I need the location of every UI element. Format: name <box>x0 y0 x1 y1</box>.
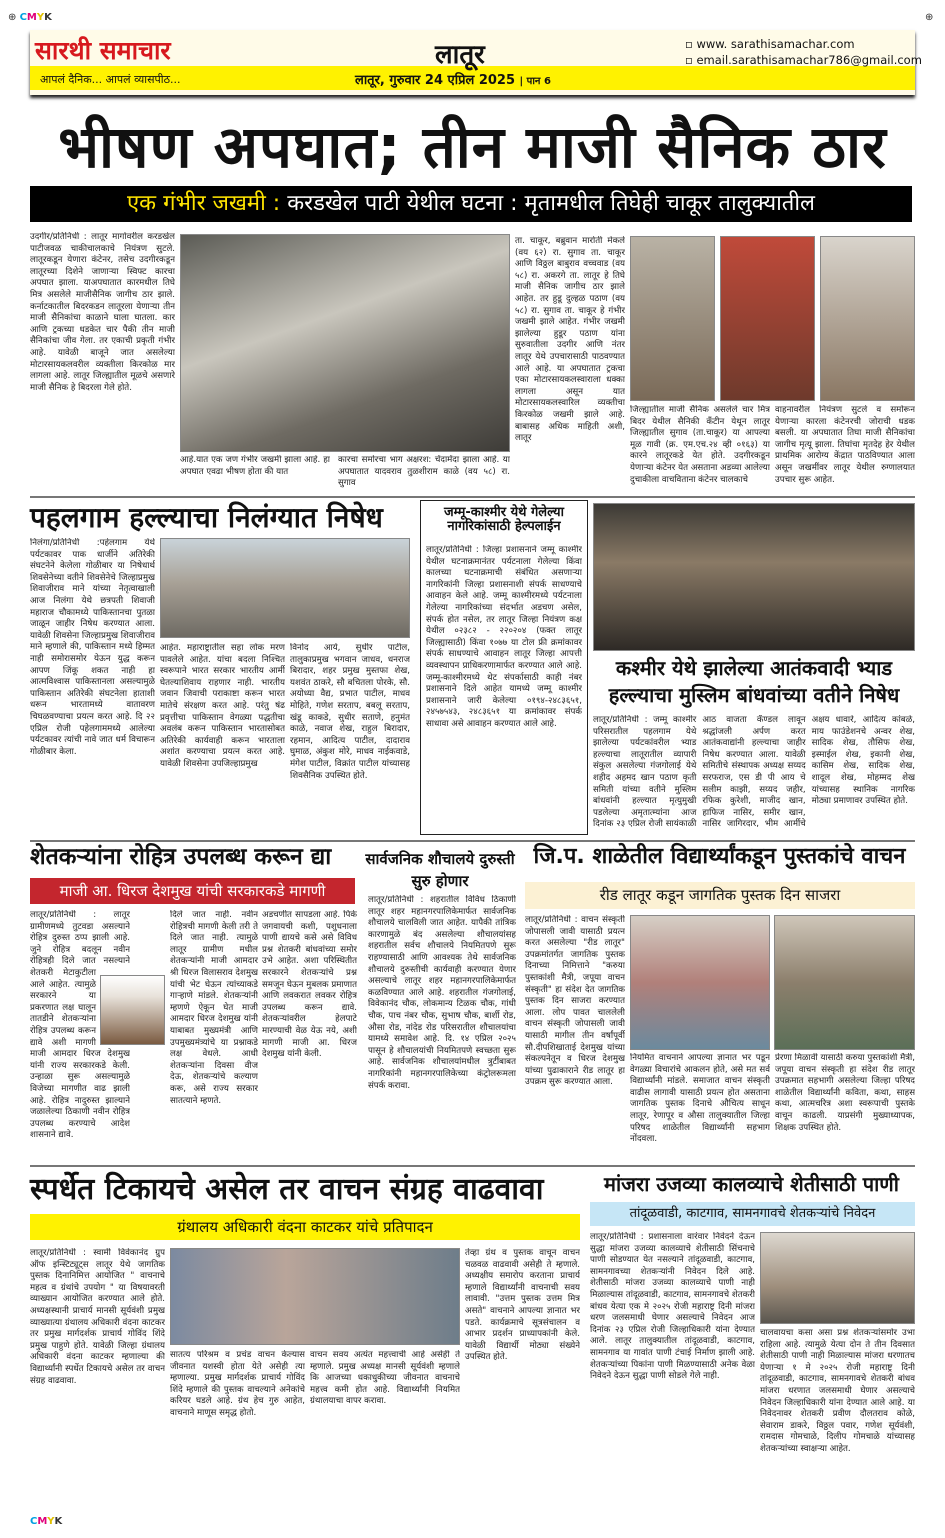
farmers-memorandum-photo <box>760 1232 915 1324</box>
farmers-body-col2: दिले जात नाही. नवीन रोहित्रची मागणी केली तरी ते दिले जात नाही. त्यामुळे लातूर ग्रामीण मधील शेतकऱ्यांनी माजी आमदार श्री धिरज विलासराव देशमुख यांची भेट घेऊन त्यांच्याकडे गाऱ्हाणे मांडले. शेतकऱ्यांनी म्हणणे ऐकून घेत माजी आमदार धिरज देशमुख यांनी याबाबत मुख्यमंत्री आणि उपमुख्यमंत्र्यांचे या प्रश्नाकडे लक्ष वेधले. आधी शेतकऱ्यांना दिवसा वीज देऊ, शेतकऱ्यांचे कल्याण करू, असे राज्य सरकार सातत्याने म्हणते. <box>170 910 258 1106</box>
lead-body-col6: वाहनावरील नियंत्रण सुटले व समोरून येणाऱ्या कारला कंटेनरची जोराची धडक बसली. या अपघातात तिघा माजी सैनिकांचा जागीच मृत्यू झाला. तिघांचा मृतदेह हेर येथील प्राथमिक आरोग्य केंद्रात पाठविण्यात आला असून जखमींवर लातूर येथील रुग्णालयात उपचार सुरू आहेत. <box>775 405 915 485</box>
victim-portrait-1 <box>630 236 715 401</box>
farmers-body-col1: लातूर/प्रतिनिधी : लातूर ग्रामीणमध्ये तुटवडा असल्याने रोहित्र दुरुस्त ठप्प झाली आहे. जुने रोहित्र बदलून नवीन रोहित्रही दिले जात नसल्याने शेतकरी मेटाकुटीला आले आहेत. त्यामुळे सरकारने या प्रकरणात लक्ष घालून तातडीने शेतकऱ्यांना रोहित्र उपलब्ध करून द्यावे अशी मागणी माजी आमदार धिरज देशमुख यांनी राज्य सरकारकडे केली. उन्हाळा सुरू असल्यामुळे विजेच्या मागणीत वाढ झाली आहे. रोहित्र नादुरुस्त झाल्याने जळालेल्या ठिकाणी नवीन रोहित्र उपलब्ध करण्याचे आदेश शासनाने द्यावे. <box>30 910 130 1141</box>
students-photo-2 <box>774 915 915 1050</box>
dateline: लातूर, गुरुवार 24 एप्रिल 2025 | पान 6 <box>355 73 551 88</box>
lead-caption: आहे.यात एक जण गंभीर जखमी झाला आहे. हा अपघात एवढा भीषण होता की यात <box>180 455 330 477</box>
manjara-body-col1: लातूर/प्रतिनिधी : प्रशासनाला वारंवार निवेदने देऊन सुद्धा मांजरा उजव्या कालव्याचे शेतीसाठी सिंचनाचे पाणी सोडण्यात येत नसल्याने तांदूळवाडी, काटगाव, सामनगावच्या शेतकऱ्यांनी निवेदन दिले आहे. शेतीसाठी मांजरा उजव्या कालव्याचे पाणी नाही मिळाल्यास तांदूळवाडी, काटगाव, सामनगावचे शेतकरी बांधव येत्या एक मे २०२५ रोजी महाराष्ट्र दिनी मांजरा धरण जलसमाधी घेणार असल्याचे निवेदन आज दिनांक २३ एप्रिल रोजी जिल्हाधिकारी यांना देण्यात आले. लातूर तालुक्यातील तांदूळवाडी, काटगाव, सामनगाव या गावांत पाणी टंचाई निर्माण झाली आहे. शेतकऱ्यांच्या पिकांना पाणी मिळण्यासाठी अनेक वेळा निवेदने देऊन सुद्धा पाणी सोडले गेले नाही. <box>590 1232 755 1382</box>
victim-portrait-3 <box>820 236 915 401</box>
cmyk-registration-mark: ⊕ CMYK <box>8 12 52 23</box>
school-body-col2: नियमित वाचनाने आपल्या ज्ञानात भर पडून वेगळ्या विचारांचे आकलन होते, असे मत सर्व विद्यार्थ्यांनी मांडले. समाजात वाचन संस्कृती वाढीस लागावी यासाठी प्रयत्न होत असताना जागतिक पुस्तक दिनाचे औचित्य साधून लातूर, रेणापूर व औसा तालुक्यातील जिल्हा परिषद शाळेतील विद्यार्थ्यांनी सहभाग नोंदवला. <box>630 1053 770 1145</box>
school-body-col3: प्रेरणा मिळावी यासाठी करुया पुस्तकांशी मैत्री, जपूया वाचन संस्कृती हा संदेश रीड लातूर उपक्रमात सहभागी असलेल्या जिल्हा परिषद शाळेतील विद्यार्थ्यांनी कविता, कथा, साहस कथा, आत्मचरित्र अशा स्वरूपाची पुस्तके वाचून काढली. याप्रसंगी मुख्याध्यापक, शिक्षक उपस्थित होते. <box>775 1053 915 1133</box>
reading-body-col1: लातूर/प्रतिनिधी : स्वामी विवेकानंद ग्रुप ऑफ इन्स्टिट्यूट्स लातूर येथे जागतिक पुस्तक दिनानिमित्त आयोजित " वाचनाचे महत्व व ग्रंथांचे उपयोग " या विषयावरती व्याख्यान आयोजित करण्यात आले होते. अध्यक्षस्थानी प्राचार्य मानसी सूर्यवंशी प्रमुख व्याख्यात्या ग्रंथालय अधिकारी वंदना काटकर तर प्रमुख मार्गदर्शक प्राचार्य गोविंद शिंदे प्रमुख पाहुणे होते. यावेळी जिल्हा ग्रंथालय अधिकारी वंदना काटकर म्हणाल्या की विद्यार्थ्यांनी स्पर्धेत टिकायचे असेल तर वाचन संग्रह वाढवावा. <box>30 1248 165 1386</box>
farmers-body-col3: अडचणीत सापडला आहे. पिके जगवायची कशी, पशुधनाला पाणी द्यायचे कसे असे विविध प्रश्न शेतकरी बांधवांच्या समोर उभे आहेत. अशा परिस्थितीत सरकारने शेतकऱ्यांचे प्रश्न समजून घेऊन मुबलक प्रमाणात आणि लवकरात लवकर रोहित्र उपलब्ध करून द्यावे. शेतकऱ्यांवरील हेलपाटे मारण्याची वेळ येऊ नये, अशी मागणी माजी आ. धिरज देशमुख यांनी केली. <box>262 910 357 1060</box>
contact-info <box>685 36 922 68</box>
manjara-subheadline: तांदूळवाडी, काटगाव, सामनगावचे शेतकऱ्यांचे निवेदन <box>590 1202 915 1226</box>
kashmir-headline: कश्मीर येथे झालेल्या आतंकवादी भ्याड हल्ल्याचा मुस्लिम बांधवांच्या वतीने निषेध <box>608 656 900 707</box>
helpline-headline: जम्मू-काश्मीर येथे गेलेल्या नागरिकांसाठी हेल्पलाईन <box>444 505 564 535</box>
bullet-icon: ▫ <box>685 37 697 51</box>
pahalgam-body-col1: निलंगा/प्रतिनिधी :पहेलगाम येथे पर्यटकावर पाक धार्जीने अतिरेकी संघटनेने केलेला गोळीबार या निषेधार्थ शिवसेनेच्या वतीने शिवसेनेचे जिल्हाप्रमुख शिवाजीराव माने यांच्या नेतृत्वाखाली आज निलंगा येथे छत्रपती शिवाजी महाराज चौकामध्ये पाकिस्तानचा पुतळा जाळून जाहीर निषेध करण्यात आला. यावेळी शिवसेना जिल्हाप्रमुख शिवाजीराव माने म्हणाले की, पाकिस्तान मध्ये हिम्मत नाही समोरासमोर येऊन युद्ध करून आपण जिंकू शकत नाही हा आत्मविश्वास पाकिस्तानला असल्यामुळे पाकिस्तान अतिरेकी संघटनेला हाताशी धरून भारतामध्ये वातावरण चिघळवण्याचा प्रयत्न करत आहे. दि २२ एप्रिल रोजी पहेलगाममध्ये आलेल्या पर्यटकावर त्यांची नावे जात धर्म विचारून गोळीबार केला. <box>30 538 155 757</box>
email-link[interactable]: email.sarathisamachar786@gmail.com <box>696 53 922 67</box>
manjara-body-col2: चालवायचा कसा असा प्रश्न शेतकऱ्यांसमोर उभा राहिला आहे. त्यामुळे येत्या दोन ते तीन दिवसात शेतीसाठी पाणी नाही मिळाल्यास मांजरा धरणातच येणाऱ्या १ मे २०२५ रोजी महाराष्ट्र दिनी तांदूळवाडी, काटगाव, सामनगावचे शेतकरी बांधव मांजरा धरणात जलसमाधी घेणार असल्याचे निवेदन जिल्हाधिकारी यांना देण्यात आले आहे. या निवेदनावर शेतकरी प्रवीण दौलतराव कोळे, सेवाराम डाकरे, विठ्ठल पवार, गणेश सूर्यवंशी, रामदास गोमचाळे, दिलीप गोमचाळे यांच्यासह शेतकऱ्यांच्या स्वाक्षऱ्या आहेत. <box>760 1328 915 1454</box>
school-headline: जि.प. शाळेतील विद्यार्थ्यांकडून पुस्तकांचे वाचन <box>533 844 906 869</box>
edition-city: लातूर <box>435 40 485 70</box>
school-body-col1: लातूर/प्रतिनिधी : वाचन संस्कृती जोपासली जावी यासाठी प्रयत्न करत असलेल्या "रीड लातूर" उपक्रमांतर्गत जागतिक पुस्तक दिनाच्या निमित्ताने "करुया पुस्तकांशी मैत्री, जपूया वाचन संस्कृती" हा संदेश देत जागतिक पुस्तक दिन साजरा करण्यात आला. लोप पावत चाललेली वाचन संस्कृती जोपासली जावी यासाठी मागील तीन वर्षांपूर्वी सौ.दीपशिखाताई देशमुख यांच्या संकल्पनेतून व धिरज देशमुख यांच्या पुढाकाराने रीड लातूर हा उपक्रम सुरू करण्यात आला. <box>525 915 625 1088</box>
manjara-headline: मांजरा उजव्या कालव्याचे शेतीसाठी पाणी <box>604 1172 899 1196</box>
bullet-icon: ▫ <box>685 53 697 67</box>
section-divider <box>30 1165 915 1167</box>
section-divider <box>30 840 915 842</box>
lead-subheadline: एक गंभीर जखमी : करडखेल पाटी येथील घटना : मृतामधील तिघेही चाकूर तालुक्यातील <box>30 186 912 222</box>
toilets-headline: सार्वजनिक शौचालये दुरुस्ती सुरु होणार <box>365 850 515 890</box>
reading-body-col4: तेव्हा ग्रंथ व पुस्तक वाचून वाचन चळवळ वाढवावी असेही ते म्हणाले. अध्यक्षीय समारोप करताना प्राचार्य म्हणाले विद्यार्थ्यांनी वाचनाची सवय लावावी. "उत्तम पुस्तक उत्तम मित्र असते" वाचनाने आपल्या ज्ञानात भर पडते. कार्यक्रमाचे सूत्रसंचालन व आभार प्रदर्शन प्राध्यापकांनी केले. यावेळी विद्यार्थी मोठ्या संख्येने उपस्थित होते. <box>465 1248 580 1363</box>
accident-car-photo <box>180 234 510 452</box>
lead-body-col4: ता. चाकूर, बब्रुवान मारोती मेकले (वय ६२) रा. सुगाव ता. चाकूर आणि विठ्ठल बाबुराव वच्चवाड (वय ५८) रा. अकरगे ता. लातूर हे तिघे माजी सैनिक जागीच ठार झाले आहेत. तर हुडू दुल्हळ पठाण (वय ५८) रा. सुगाव ता. चाकूर हे गंभीर जखमी झाले आहेत. गंभीर जखमी झालेल्या हुडूर पठाण यांना सुरुवातीला उदगीर आणि नंतर लातूर येथे उपचारासाठी पाठवण्यात आले आहे. या अपघातात ट्रकचा एका मोटारसायकलस्वाराला धक्का लागला असून यात मोटारसायकलस्वारिल व्यक्तीचा किरकोळ जखमी झाले आहे. बाबासह अधिक माहिती अशी, लातूर <box>515 236 625 444</box>
reading-headline: स्पर्धेत टिकायचे असेल तर वाचन संग्रह वाढवावा <box>30 1172 544 1207</box>
tagline: आपलं दैनिक... आपलं व्यासपीठ... <box>40 73 181 86</box>
lead-body-col5: जिल्ह्यातील माजी सैनिक असलेले चार मित्र बिदर येथील सैनिकी कँटीन येथून लातूर जिल्ह्यातील सुगाव (ता.चाकूर) या आपल्या मूळ गावी (क्र. एम.एच.२४ व्ही ०१६३) या कारने लातूरकडे येत होते. उदगीरकडून येणाऱ्या कंटेनर येत असताना अडव्या आलेल्या दुचाकीला वाचविताना कंटेनर चालकाचे <box>630 405 770 485</box>
newspaper-logo: सारथी समाचार <box>35 36 171 65</box>
farmers-headline: शेतकऱ्यांना रोहित्र उपलब्ध करून द्या <box>30 844 332 870</box>
candle-vigil-photo <box>593 503 915 651</box>
students-photo-1 <box>630 915 770 1050</box>
toilets-body: लातूर/प्रतिनिधी : शहरातील विविध ठिकाणी लातूर शहर महानगरपालिकेमार्फत सार्वजनिक शौचालये चालविली जात आहेत. यापैकी तांत्रिक कारणामुळे बंद असलेल्या शौचालयांसह शहरातील सर्वच शौचालये नियमितपणे सुरू राहण्यासाठी आणि आवश्यक तेथे सार्वजनिक शौचालये दुरुस्तीची कार्यवाही करण्यात येणार असल्याचे लातूर शहर महानगरपालिकेमार्फत कळविण्यात आले आहे. शहरातील गंजगोलाई, विवेकानंद चौक, लोकमान्य टिळक चौक, गांधी चौक, पाच नंबर चौक, सुभाष चौक, बार्शी रोड, औसा रोड, नांदेड रोड परिसरातील शौचालयांचा यामध्ये समावेश आहे. दि. १४ एप्रिल २०२५ पासून हे शौचालयांची नियमितपणे स्वच्छता सुरू आहे. सार्वजनिक शौचालयांमधील त्रुटींबाबत नागरिकांनी महानगरपालिकेच्या कंट्रोलरूमला संपर्क करावा. <box>368 895 516 1091</box>
pahalgam-body-col3: विनोद आर्य, सुधीर पाटील, तालुकाप्रमुख भगवान जाधव, धनराज बिरादार, शहर प्रमुख मुस्तफा शेख, यशवंत ठाकरे, सौ बचितला पोरके, सौ. अयोध्या वैद्य, प्रभात पाटील, माधव मोहिते, गणेश सरताप, बबलू सरताप, खंडू काकडे, सुधीर सताणे, हनुमंत काळे, नवाज शेख, राहुल बिरादार, रहमान, आदित्य पाटील, दादाराव घुमाळ, अंकुश मोरे, माधव नाईकवाडे, मंगेश पाटील, विक्रांत पाटील यांच्यासह शिवसैनिक उपस्थित होते. <box>290 643 410 781</box>
protest-photo <box>160 538 410 638</box>
farmers-subheadline: माजी आ. धिरज देशमुख यांची सरकारकडे मागणी <box>30 878 355 904</box>
website-link[interactable]: www. sarathisamachar.com <box>696 37 855 51</box>
reading-body-col3: वाचन सवय अत्यंत महत्त्वाची आहे असेही ते म्हणाले. प्रमुख अध्यक्ष मानसी सूर्यवंशी म्हणाले कि आजच्या धकाधुकीच्या जीवनात वाचनाचे महत्त्व कमी होत आहे. विद्यार्थ्यांनी नियमित ग्रंथालयाचा वापर करावा. <box>310 1350 460 1407</box>
lecture-event-photo <box>170 1248 460 1345</box>
kashmir-body: लातूर/प्रतिनिधी : जम्मू काश्मीर परिसरातील पहलगाम येथे झालेल्या पर्यटकांवरील भ्याड हल्ल्याचा लातूरातील व्यापारी संकुल असलेल्या गंजगोलाई येथे शहीद अहमद खान पठाण कृती समिती यांच्या वतीने मुस्लिम बांधवांनी हल्ल्यात मृत्युमुखी पडलेल्या अमृतात्म्यांना आज दिनांक २३ एप्रिल रोजी सायंकाळी आठ वाजता कँण्डल लावून श्रद्धांजली अर्पण करत आतंकवाद्यांनी हल्ल्याचा जाहीर निषेध करण्यात आला. यावेळी समितीचे संस्थापक अध्यक्ष सय्यद सरफराज, एस डी पी आय चे सलीम काझी, सय्यद जहीर, रफिक कुरेशी, माजीद खान, हाफिज नासिर, समीर खान, नासिर जागिरदार, भीम आर्मीचे अक्षय धावारे, आदित्य कांबळे, माय फाउंडेशनचे अन्वर शेख, सादिक शेख, तौसिफ शेख, इस्माईल शेख, इकानी शेख, कासिम शेख, सादिक शेख, शादूल शेख, मोहम्मद शेख यांच्यासह स्थानिक नागरिक मोठ्या प्रमाणावर उपस्थित होते. <box>593 715 915 830</box>
victim-portrait-2 <box>720 236 815 401</box>
dhiraj-deshmukh-portrait <box>100 975 165 1045</box>
reading-body-col2: सातत्य परिश्रम व प्रचंड वाचन केल्यास जीवनात यशस्वी होता येते असेही त्या म्हणाल्या. प्रमुख मार्गदर्शक प्राचार्य गोविंद शिंदे म्हणाले की पुस्तक वाचल्याने अनेकांचे करियर घडले आहे. ग्रंथ हेच गुरु आहेत, वाचनाने माणूस समृद्ध होतो. <box>170 1350 305 1418</box>
lead-body-col3: कारचा समोरचा भाग अक्षरश: चेंदामेंदा झाला आहे. या अपघातात यादवराव तुळशीराम काळे (वय ५८) रा. सुगाव <box>338 455 510 489</box>
pahalgam-body-col2: आहेत. महाराष्ट्रातील सहा लोक मरण पावलेले आहेत. यांचा बदला निश्चित स्वरूपाने भारत सरकार भारतीय आर्मी घेतल्याशिवाय राहणार नाही. भारतीय जवान जिवाची पराकाष्टा करून भारत मातेचे संरक्षण करत आहे. परंतु षंढ प्रवृत्तीचा पाकिस्तान वेगळ्या पद्धतीचा अवलंब करून पाकिस्तान भारतासोबत अतिरेकी कार्यवाही करून भारताला अशांत करण्याचा प्रयत्न करत आहे. यावेळी शिवसेना उपजिल्हाप्रमुख <box>160 643 285 769</box>
lead-headline: भीषण अपघात; तीन माजी सैनिक ठार <box>58 113 887 181</box>
helpline-body: लातूर/प्रतिनिधी : जिल्हा प्रशासनाने जम्मू काश्मीर येथील घटनाक्रमानंतर पर्यटनाला गेलेल्या किंवा कालच्या घटनाक्रमाची संबंधित असणाऱ्या नागरिकांनी जिल्हा प्रशासनाशी संपर्क साधण्याचे आवाहन केले आहे. जम्मू काश्मीरमध्ये पर्यटनाला गेलेल्या नागरिकांच्या संदर्भात अडचण असेल, संपर्क होत नसेल, तर लातूर जिल्हा नियंत्रण कक्ष येथील ०२३८२ - २२०२०४ (फक्त लातूर जिल्ह्यासाठी) किंवा १०७७ या टोल फ्री क्रमांकावर संपर्क साधण्याचे आवाहन लातूर जिल्हा आपत्ती व्यवस्थापन प्राधिकरणामार्फत करण्यात आले आहे. जम्मू-काश्मीरमध्ये थेट संपर्कासाठी काही नंबर प्रशासनाने दिले आहेत यामध्ये जम्मू काश्मीर प्रशासनाने जारी केलेल्या ०१९४-२४८३६५१, २४५७५४३, २४८३६५१ या क्रमांकावर संपर्क साधावा असे आवाहन करण्यात आले आहे. <box>426 545 582 729</box>
lead-body-col1: उदगीर/प्रतिनिधी : लातूर मार्गावरील करडखेल पाटीजवळ चाकीचालकाचे नियंत्रण सुटले. लातूरकडून येणारा कंटेनर, तसेच उदगीरकडून लातूरच्या दिशेने जाणाऱ्या स्विफ्ट कारचा अपघात झाला. याअपघातात कारमधील तिघे मित्र असलेले माजीसैनिक जागीच ठार झाले. कर्नाटकातील बिदरकडन लातूरला येणाऱ्या तीन माजी सैनिकांचा काळाने घाला घातला. कार आणि ट्रकच्या धडकेत चार पैकी तीन माजी सैनिकांचा जीव गेला. तर एकाची प्रकृती गंभीर आहे. यावेळी बाजूने जात असलेल्या मोटारसायकलवरील व्यक्तीला किरकोळ मार लागला आहे. लातूर जिल्ह्यातील मूळचे असणारे माजी सैनिक हे बिदरला गेले होते. <box>30 232 175 393</box>
cmyk-registration-mark-bottom: CMYK <box>30 1516 63 1527</box>
crosshair-mark-icon: ⊕ <box>925 12 934 23</box>
pahalgam-headline: पहलगाम हल्ल्याचा निलंग्यात निषेध <box>30 501 383 534</box>
reading-subheadline: ग्रंथालय अधिकारी वंदना काटकर यांचे प्रतिपादन <box>30 1214 580 1240</box>
school-subheadline: रीड लातूर कडून जागतिक पुस्तक दिन साजरा <box>525 882 915 909</box>
section-divider <box>30 496 915 498</box>
